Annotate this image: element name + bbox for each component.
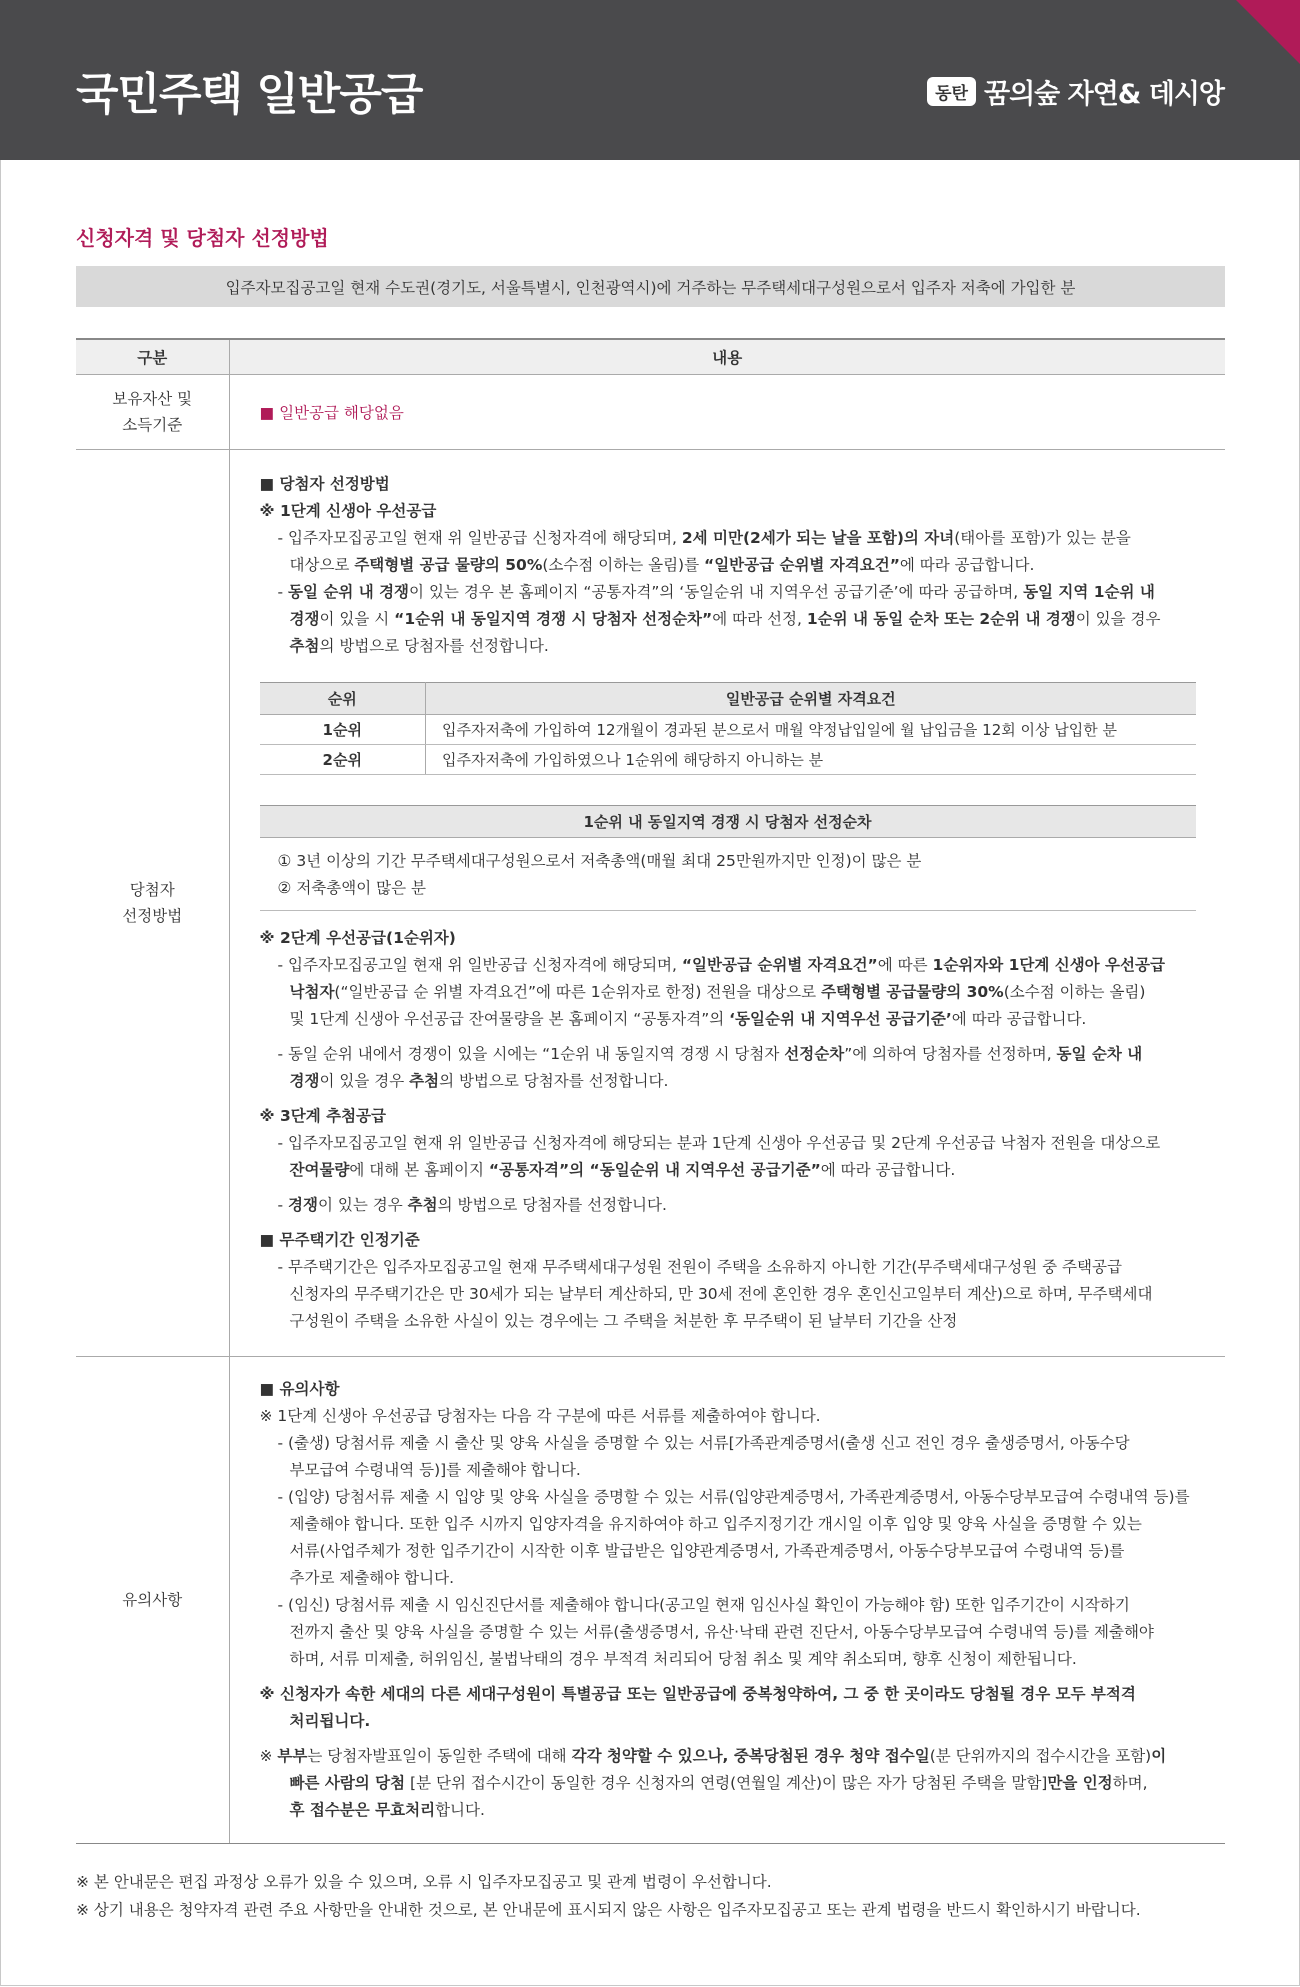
stage1-para1-line1: - 입주자모집공고일 현재 위 일반공급 신청자격에 해당되며, 2세 미만(2세가 되는 날을 포함)의 자녀(태아를 포함)가 있는 분을 xyxy=(277,529,1131,547)
period-heading: ■ 무주택기간 인정기준 xyxy=(259,1231,420,1249)
stage2-para1-line3: 및 1단계 신생아 우선공급 잔여물량을 본 홈페이지 “공통자격”의 ‘동일순위 내 지역우선 공급기준’에 따라 공급합니다. xyxy=(289,1010,1087,1028)
stage1-para2-line3: 추첨의 방법으로 당첨자를 선정합니다. xyxy=(289,637,549,655)
table-row xyxy=(260,745,1196,775)
eligibility-table xyxy=(76,338,1225,1844)
table-row xyxy=(76,450,1225,1357)
notice3-line1: ※ 부부는 당첨자발표일이 동일한 주택에 대해 각각 청약할 수 있으나, 중복당첨된 경우 청약 접수일(분 단위까지의 접수시간을 포함)이 xyxy=(259,1747,1167,1765)
notice3-line2: 빠른 사람의 당첨 [분 단위 접수시간이 동일한 경우 신청자의 연령(연월일 계산)이 많은 자가 당첨된 주택을 말함]만을 인정하며, xyxy=(289,1774,1148,1792)
brand-name: 꿈의숲 자연& 데시앙 xyxy=(983,79,1224,110)
order-item-2: ② 저축총액이 많은 분 xyxy=(277,879,426,897)
selection-heading: ■ 당첨자 선정방법 xyxy=(259,475,390,493)
section-title: 신청자격 및 당첨자 선정방법 xyxy=(76,226,329,250)
rank-cell: 1순위 xyxy=(260,715,426,745)
brand-badge: 동탄 xyxy=(927,77,976,106)
selection-order-table xyxy=(260,805,1196,838)
stage2-para2-line2: 경쟁이 있을 경우 추첨의 방법으로 당첨자를 선정합니다. xyxy=(289,1072,669,1090)
notice3-line3: 후 접수분은 무효처리합니다. xyxy=(289,1801,485,1819)
requirement-cell: 입주자저축에 가입하여 12개월이 경과된 분으로서 매월 약정납입일에 월 납입금을 12회 이상 납입한 분 xyxy=(426,715,1196,745)
footer-note-1: ※ 본 안내문은 편집 과정상 오류가 있을 수 있으며, 오류 시 입주자모집공고 및 관계 법령이 우선합니다. xyxy=(76,1873,772,1891)
col-header-category: 구분 xyxy=(76,339,229,375)
stage1-para1-line2: 대상으로 주택형별 공급 물량의 50%(소수점 이하는 올림)를 “일반공급 순위별 자격요건”에 따라 공급합니다. xyxy=(289,556,1035,574)
eligibility-summary: 입주자모집공고일 현재 수도권(경기도, 서울특별시, 인천광역시)에 거주하는 무주택세대구성원으로서 입주자 저축에 가입한 분 xyxy=(76,266,1225,307)
square-bullet-icon: ■ xyxy=(259,404,275,422)
col-header-content: 내용 xyxy=(229,339,1225,375)
row-label-assets: 보유자산 및 소득기준 xyxy=(76,375,229,450)
rank-col-header: 순위 xyxy=(260,683,426,715)
stage2-para2-line1: - 동일 순위 내에서 경쟁이 있을 시에는 “1순위 내 동일지역 경쟁 시 당첨자 선정순차”에 의하여 당첨자를 선정하며, 동일 순차 내 xyxy=(277,1045,1143,1063)
order-item-1: ① 3년 이상의 기간 무주택세대구성원으로서 저축총액(매월 최대 25만원까지만 인정)이 많은 분 xyxy=(277,852,922,870)
notice-heading: ■ 유의사항 xyxy=(259,1380,340,1398)
stage2-para1-line1: - 입주자모집공고일 현재 위 일반공급 신청자격에 해당되며, “일반공급 순위별 자격요건”에 따른 1순위자와 1단계 신생아 우선공급 xyxy=(277,956,1165,974)
notice1-title: ※ 1단계 신생아 우선공급 당첨자는 다음 각 구분에 따른 서류를 제출하여야 합니다. xyxy=(259,1407,821,1425)
notice1-birth-line2: 부모급여 수령내역 등)]를 제출해야 합니다. xyxy=(289,1461,581,1479)
row-label-selection: 당첨자 선정방법 xyxy=(76,450,229,1357)
assets-content xyxy=(229,375,1225,450)
notice1-preg-line1: - (임신) 당첨서류 제출 시 임신진단서를 제출해야 합니다(공고일 현재 임신사실 확인이 가능해야 함) 또한 입주기간이 시작하기 xyxy=(277,1596,1130,1614)
notice2-line2: 처리됩니다. xyxy=(289,1712,371,1730)
stage2-para1-line2: 낙첨자(“일반공급 순 위별 자격요건”에 따른 1순위자로 한정) 전원을 대상으로 주택형별 공급물량의 30%(소수점 이하는 올림) xyxy=(289,983,1146,1001)
stage3-title: ※ 3단계 추첨공급 xyxy=(259,1107,386,1125)
notice2-line1: ※ 신청자가 속한 세대의 다른 세대구성원이 특별공급 또는 일반공급에 중복청약하여, 그 중 한 곳이라도 당첨될 경우 모두 부적격 xyxy=(259,1685,1136,1703)
notice1-adopt-line1: - (입양) 당첨서류 제출 시 입양 및 양육 사실을 증명할 수 있는 서류(입양관계증명서, 가족관계증명서, 아동수당부모급여 수령내역 등)를 xyxy=(277,1488,1190,1506)
requirement-col-header: 일반공급 순위별 자격요건 xyxy=(426,683,1196,715)
table-row xyxy=(76,1357,1225,1844)
stage1-title: ※ 1단계 신생아 우선공급 xyxy=(259,502,437,520)
brand-logo xyxy=(927,72,1224,111)
notice-content xyxy=(229,1357,1225,1844)
stage3-para2: - 경쟁이 있는 경우 추첨의 방법으로 당첨자를 선정합니다. xyxy=(277,1196,667,1214)
table-row xyxy=(76,375,1225,450)
rank-requirements-table xyxy=(260,682,1196,775)
corner-accent xyxy=(1236,0,1300,64)
table-row xyxy=(260,715,1196,745)
period-line1: - 무주택기간은 입주자모집공고일 현재 무주택세대구성원 전원이 주택을 소유하지 아니한 기간(무주택세대구성원 중 주택공급 xyxy=(277,1258,1122,1276)
stage2-title: ※ 2단계 우선공급(1순위자) xyxy=(259,929,456,947)
notice1-preg-line3: 하며, 서류 미제출, 허위임신, 불법낙태의 경우 부적격 처리되어 당첨 취소 및 계약 취소되며, 향후 신청이 제한됩니다. xyxy=(289,1650,1077,1668)
page-header xyxy=(0,0,1300,160)
notice1-adopt-line4: 추가로 제출해야 합니다. xyxy=(289,1569,455,1587)
period-line2: 신청자의 무주택기간은 만 30세가 되는 날부터 계산하되, 만 30세 전에 혼인한 경우 혼인신고일부터 계산)으로 하며, 무주택세대 xyxy=(289,1285,1153,1303)
requirement-cell: 입주자저축에 가입하였으나 1순위에 해당하지 아니하는 분 xyxy=(426,745,1196,775)
assets-text: 일반공급 해당없음 xyxy=(279,404,404,422)
notice1-adopt-line3: 서류(사업주체가 정한 입주기간이 시작한 이후 발급받은 입양관계증명서, 가족관계증명서, 아동수당부모급여 수령내역 등)를 xyxy=(289,1542,1125,1560)
stage3-para1-line2: 잔여물량에 대해 본 홈페이지 “공통자격”의 “동일순위 내 지역우선 공급기준”에 따라 공급합니다. xyxy=(289,1161,956,1179)
selection-content xyxy=(229,450,1225,1357)
period-line3: 구성원이 주택을 소유한 사실이 있는 경우에는 그 주택을 처분한 후 무주택이 된 날부터 기간을 산정 xyxy=(289,1312,958,1330)
notice1-preg-line2: 전까지 출산 및 양육 사실을 증명할 수 있는 서류(출생증명서, 유산·낙태 관련 진단서, 아동수당부모급여 수령내역 등)를 제출해야 xyxy=(289,1623,1154,1641)
notice1-birth-line1: - (출생) 당첨서류 제출 시 출산 및 양육 사실을 증명할 수 있는 서류[가족관계증명서(출생 신고 전인 경우 출생증명서, 아동수당 xyxy=(277,1434,1130,1452)
stage3-para1-line1: - 입주자모집공고일 현재 위 일반공급 신청자격에 해당되는 분과 1단계 신생아 우선공급 및 2단계 우선공급 낙첨자 전원을 대상으로 xyxy=(277,1134,1161,1152)
footer-note-2: ※ 상기 내용은 청약자격 관련 주요 사항만을 안내한 것으로, 본 안내문에 표시되지 않은 사항은 입주자모집공고 또는 관계 법령을 반드시 확인하시기 바랍니다. xyxy=(76,1901,1141,1919)
rank-cell: 2순위 xyxy=(260,745,426,775)
stage1-para2-line2: 경쟁이 있을 시 “1순위 내 동일지역 경쟁 시 당첨자 선정순차”에 따라 선정, 1순위 내 동일 순차 또는 2순위 내 경쟁이 있을 경우 xyxy=(289,610,1161,628)
row-label-notice: 유의사항 xyxy=(76,1357,229,1844)
notice1-adopt-line2: 제출해야 합니다. 또한 입주 시까지 입양자격을 유지하여야 하고 입주지정기간 개시일 이후 입양 및 양육 사실을 증명할 수 있는 xyxy=(289,1515,1142,1533)
page-title: 국민주택 일반공급 xyxy=(76,69,423,120)
stage1-para2-line1: - 동일 순위 내 경쟁이 있는 경우 본 홈페이지 “공통자격”의 ‘동일순위 내 지역우선 공급기준’에 따라 공급하며, 동일 지역 1순위 내 xyxy=(277,583,1155,601)
selection-order-header: 1순위 내 동일지역 경쟁 시 당첨자 선정순차 xyxy=(260,806,1196,838)
